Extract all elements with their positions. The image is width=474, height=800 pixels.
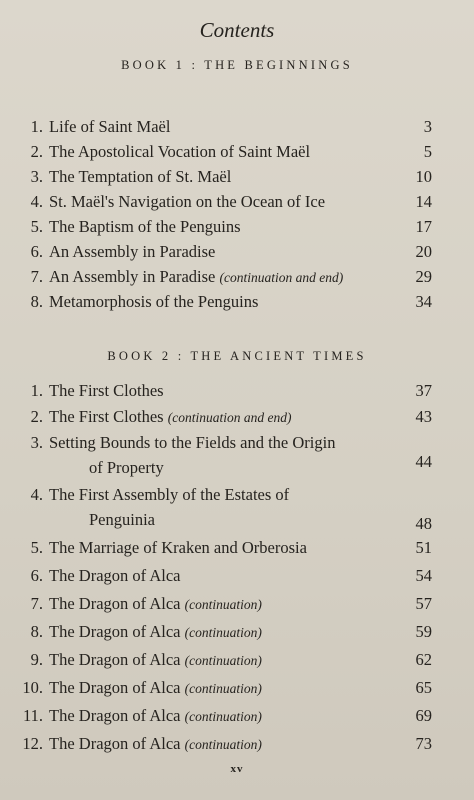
entry-title: The First Assembly of the Estates of: [49, 485, 290, 504]
entry-number: 2.: [30, 142, 43, 161]
entry-page: 17: [415, 217, 432, 236]
entry-page: 69: [415, 706, 432, 725]
book-2-heading: BOOK 2 : THE ANCIENT TIMES: [107, 349, 367, 363]
entry-page: 51: [415, 538, 432, 557]
entry-page: 43: [415, 407, 432, 426]
entry-page: 34: [415, 292, 432, 311]
entry-page: 20: [415, 242, 432, 261]
entry-number: 5.: [30, 538, 43, 557]
entry-number: 7.: [30, 267, 43, 286]
entry-title: The Dragon of Alca (continuation): [49, 594, 262, 613]
entry-page: 14: [415, 192, 432, 211]
entry-number: 9.: [30, 650, 43, 669]
entry-title: An Assembly in Paradise: [49, 242, 216, 261]
entry-title: The Dragon of Alca (continuation): [49, 706, 262, 725]
entry-title: The Dragon of Alca (continuation): [49, 678, 262, 697]
toc-entry: [0, 706, 474, 730]
toc-entry: [0, 407, 474, 431]
entry-page: 5: [423, 142, 432, 161]
toc-entry: [0, 566, 474, 590]
toc-entry: [0, 734, 474, 758]
toc-entry: [0, 433, 474, 457]
entry-number: 10.: [22, 678, 43, 697]
entry-title: An Assembly in Paradise (continuation and end): [49, 267, 344, 286]
entry-number: 8.: [30, 292, 43, 311]
toc-entry: [0, 650, 474, 674]
entry-title: Metamorphosis of the Penguins: [49, 292, 259, 311]
entry-page: 73: [415, 734, 432, 753]
entry-title: The Dragon of Alca (continuation): [49, 734, 262, 753]
entry-title: The Dragon of Alca (continuation): [49, 622, 262, 641]
entry-number: 8.: [30, 622, 43, 641]
entry-number: 3.: [30, 433, 43, 452]
entry-page: 65: [415, 678, 432, 697]
entry-page: 59: [415, 622, 432, 641]
toc-entry: [0, 678, 474, 702]
toc-entry-continuation: [0, 510, 474, 534]
page-title: Contents: [199, 18, 275, 42]
entry-number: 7.: [30, 594, 43, 613]
toc-entry: [0, 217, 474, 241]
entry-number: 4.: [30, 192, 43, 211]
toc-entry: [0, 292, 474, 316]
entry-number: 6.: [30, 566, 43, 585]
entry-title: The First Clothes: [49, 381, 164, 400]
entry-title: St. Maël's Navigation on the Ocean of Ice: [49, 192, 326, 211]
toc-entry-continuation: [0, 452, 474, 482]
entry-number: 3.: [30, 167, 43, 186]
entry-title: The Marriage of Kraken and Orberosia: [49, 538, 307, 557]
entry-number: 4.: [30, 485, 43, 504]
toc-entry: [0, 192, 474, 216]
entry-number: 6.: [30, 242, 43, 261]
entry-page: 44: [415, 452, 432, 471]
entry-number: 5.: [30, 217, 43, 236]
toc-entry: [0, 142, 474, 166]
toc-entry: [0, 622, 474, 646]
entry-title: Setting Bounds to the Fields and the Origin: [49, 433, 336, 452]
toc-entry: [0, 538, 474, 562]
toc-entry: [0, 267, 474, 291]
toc-entry: [0, 381, 474, 405]
page-folio: xv: [230, 763, 244, 775]
entry-page: 54: [415, 566, 432, 585]
entry-page: 29: [415, 267, 432, 286]
entry-number: 2.: [30, 407, 43, 426]
toc-entry: [0, 242, 474, 266]
entry-title: The Dragon of Alca: [49, 566, 181, 585]
entry-title: The Temptation of St. Maël: [49, 167, 232, 186]
toc-entry: [0, 485, 474, 509]
entry-number: 1.: [30, 381, 43, 400]
toc-entry: [0, 117, 474, 141]
entry-title-continuation: of Property: [89, 458, 164, 477]
entry-page: 62: [415, 650, 432, 669]
entry-number: 1.: [30, 117, 43, 136]
entry-number: 11.: [22, 706, 43, 725]
entry-title: The Baptism of the Penguins: [49, 217, 241, 236]
entry-page: 3: [423, 117, 432, 136]
entry-page: 37: [415, 381, 432, 400]
entry-page: 57: [415, 594, 432, 613]
entry-title-continuation: Penguinia: [89, 510, 155, 529]
entry-title: The Apostolical Vocation of Saint Maël: [49, 142, 311, 161]
entry-page: 48: [415, 514, 432, 533]
entry-page: 10: [415, 167, 432, 186]
toc-entry: [0, 167, 474, 191]
entry-title: The Dragon of Alca (continuation): [49, 650, 262, 669]
book-1-heading: BOOK 1 : THE BEGINNINGS: [121, 58, 353, 72]
entry-number: 12.: [22, 734, 43, 753]
entry-title: The First Clothes (continuation and end): [49, 407, 292, 426]
entry-title: Life of Saint Maël: [49, 117, 171, 136]
toc-entry: [0, 594, 474, 618]
